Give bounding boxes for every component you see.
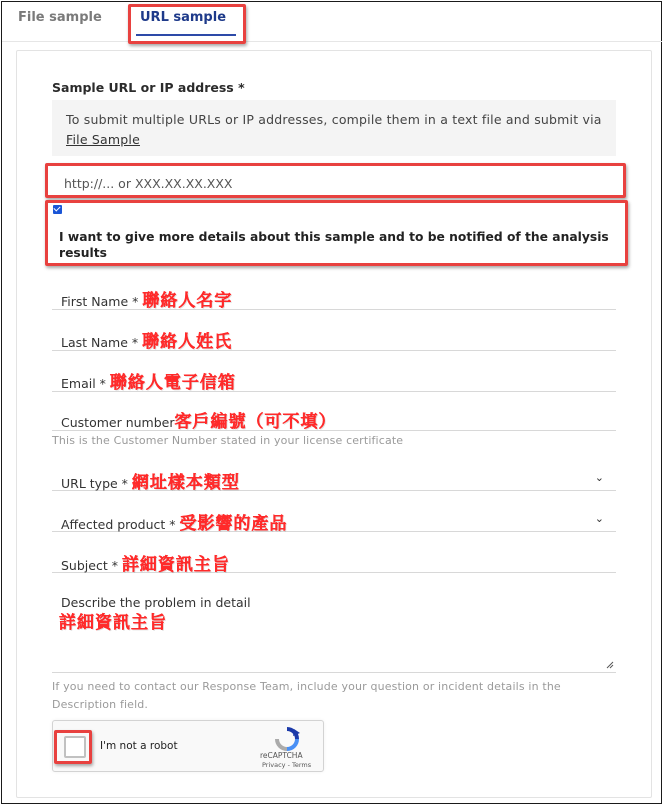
screenshot-frame bbox=[1, 1, 662, 804]
description-textarea[interactable] bbox=[52, 585, 616, 673]
last-name-field[interactable] bbox=[52, 319, 616, 351]
subject-field[interactable] bbox=[52, 541, 616, 573]
email-label bbox=[61, 368, 236, 393]
details-checkbox-label: I want to give more details about this sample and to be notified of the analysis results bbox=[59, 230, 609, 260]
url-type-label bbox=[61, 468, 240, 493]
chevron-down-icon[interactable]: ⌄ bbox=[594, 471, 604, 484]
first-name-field[interactable] bbox=[52, 278, 616, 310]
last-name-note: 聯絡人姓氏 bbox=[142, 332, 233, 352]
tab-url-sample[interactable]: URL sample bbox=[140, 10, 227, 25]
customer-number-hint: This is the Customer Number stated in your license certificate bbox=[52, 434, 404, 447]
customer-number-note: 客戶編號（可不填） bbox=[174, 412, 337, 432]
resize-handle-icon[interactable] bbox=[606, 661, 614, 669]
first-name-label bbox=[61, 286, 232, 311]
customer-number-field[interactable] bbox=[52, 401, 616, 431]
recaptcha-logo-icon bbox=[272, 727, 302, 751]
subject-label-text: Subject * bbox=[61, 558, 118, 573]
recaptcha-privacy-terms[interactable]: Privacy - Terms bbox=[262, 761, 312, 769]
affected-product-note: 受影響的產品 bbox=[179, 514, 288, 534]
info-text bbox=[66, 110, 606, 150]
description-label: Describe the problem in detail bbox=[61, 595, 251, 610]
email-note: 聯絡人電子信箱 bbox=[109, 373, 236, 393]
description-note: 詳細資訊主旨 bbox=[59, 613, 167, 633]
url-type-label-text: URL type * bbox=[61, 476, 128, 491]
info-text-prefix: To submit multiple URLs or IP addresses, compile them in a text file and submit via bbox=[66, 112, 602, 127]
affected-product-select[interactable] bbox=[52, 500, 616, 532]
chevron-down-icon[interactable]: ⌄ bbox=[594, 512, 604, 525]
last-name-label-text: Last Name * bbox=[61, 335, 139, 350]
email-label-text: Email * bbox=[61, 376, 106, 391]
affected-product-label bbox=[61, 509, 288, 534]
recaptcha-brand: reCAPTCHA bbox=[260, 751, 303, 760]
first-name-label-text: First Name * bbox=[61, 294, 139, 309]
subject-note: 詳細資訊主旨 bbox=[121, 555, 230, 575]
url-type-select[interactable] bbox=[52, 459, 616, 491]
sample-url-label: Sample URL or IP address * bbox=[52, 80, 245, 95]
sample-url-input[interactable] bbox=[52, 170, 620, 196]
details-checkbox[interactable] bbox=[53, 205, 62, 214]
customer-number-label bbox=[61, 407, 336, 432]
recaptcha-checkbox[interactable] bbox=[64, 736, 86, 758]
tab-file-sample[interactable]: File sample bbox=[18, 10, 102, 25]
email-field[interactable] bbox=[52, 360, 616, 392]
recaptcha-label: I'm not a robot bbox=[100, 740, 178, 752]
affected-product-label-text: Affected product * bbox=[61, 517, 176, 532]
url-type-note: 網址樣本類型 bbox=[131, 473, 240, 493]
last-name-label bbox=[61, 327, 232, 352]
subject-label bbox=[61, 550, 230, 575]
description-hint: If you need to contact our Response Team, include your question or incident details in the Description field. bbox=[52, 680, 561, 711]
active-tab-indicator bbox=[136, 34, 236, 36]
customer-number-label-text: Customer number bbox=[61, 415, 175, 430]
first-name-note: 聯絡人名字 bbox=[142, 291, 233, 311]
file-sample-link[interactable]: File Sample bbox=[66, 132, 140, 147]
tab-bar bbox=[2, 2, 662, 42]
